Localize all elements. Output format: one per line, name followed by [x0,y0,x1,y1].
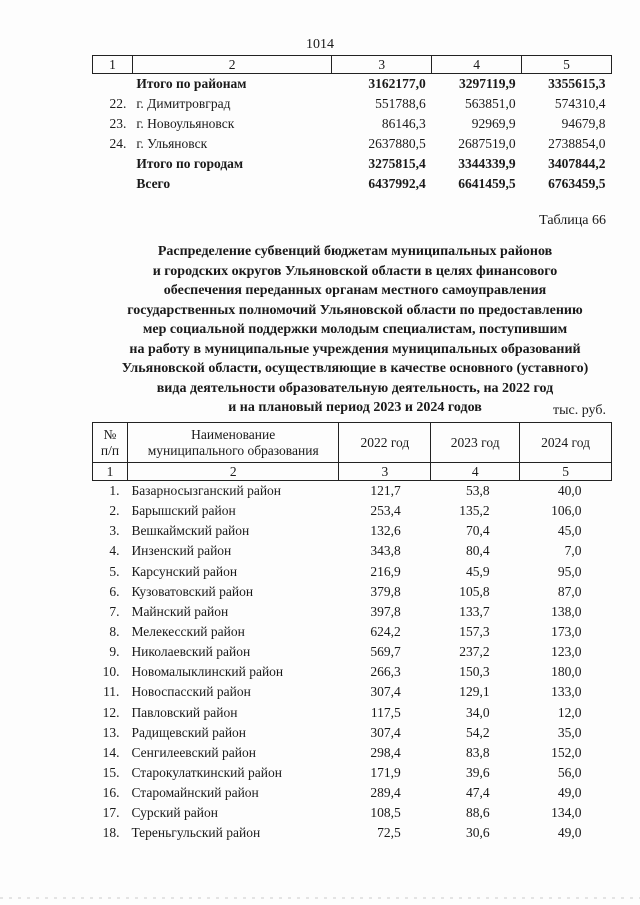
row-name: Всего [136,176,171,191]
row-number [93,174,133,194]
column-number-cell: 2 [132,56,331,74]
table-row [93,541,612,561]
value-2024: 95,0 [557,563,582,579]
header-cell-2022: 2022 год [339,423,431,463]
row-name: Новоспасский район [131,684,251,700]
value-2023: 53,8 [466,483,490,499]
value-2022: 86146,3 [381,116,426,131]
row-number: 17. [102,805,120,821]
title-line: на работу в муниципальные учреждения муниципальных образований [129,341,581,357]
table-row [93,803,612,823]
value-2022: 307,4 [370,684,401,700]
value-2024: 180,0 [551,664,582,680]
row-number: 1. [109,483,120,499]
row-number [93,74,133,95]
value-2024: 87,0 [557,583,582,599]
value-2024: 12,0 [557,704,582,720]
value-2023: 30,6 [466,825,490,841]
row-number: 3. [109,523,120,539]
value-2023: 133,7 [459,603,490,619]
value-2022: 117,5 [370,704,401,720]
row-name: Вешкаймский район [131,523,250,539]
value-2023: 2687519,0 [458,136,516,151]
value-2022: 397,8 [370,603,401,619]
title-line: обеспечения переданных органам местного самоуправления [163,283,547,298]
value-2023: 34,0 [466,704,490,720]
table-row [93,114,612,134]
header-num-line2: п/п [100,442,120,458]
column-number-cell: 4 [432,56,522,74]
value-2023: 135,2 [459,503,490,519]
units-label: тыс. руб. [553,403,606,418]
table-row [93,134,612,154]
value-2023: 88,6 [466,805,490,821]
row-number: 22. [109,96,127,111]
value-2022: 72,5 [377,825,401,841]
row-number: 5. [109,563,120,579]
value-2024: 49,0 [557,785,582,801]
value-2023: 39,6 [466,765,490,781]
value-2023: 80,4 [466,543,490,559]
column-number-cell: 5 [522,56,612,74]
subvention-distribution-table [92,422,612,844]
value-2022: 379,8 [370,583,401,599]
table-row [93,723,612,743]
row-number: 4. [109,543,120,559]
value-2024: 35,0 [557,724,582,740]
value-2022: 2637880,5 [368,136,426,151]
table-row [93,662,612,682]
table-row [93,74,612,95]
title-line: Распределение субвенций бюджетам муниципальных районов [157,244,553,259]
header-cell-name [127,423,339,463]
table-row [93,174,612,194]
row-name: Итого по районам [136,76,247,91]
column-number-row [93,56,612,74]
title-line: Ульяновской области, осуществляющие в качестве основного (уставного) [121,361,589,376]
column-number-cell: 4 [431,463,520,481]
row-name: Инзенский район [131,543,232,559]
column-number-cell: 1 [93,56,133,74]
table-row [93,642,612,662]
value-2022: 624,2 [370,624,401,640]
table-row [93,154,612,174]
value-2022: 307,4 [370,724,401,740]
value-2022: 253,4 [370,503,401,519]
title-line: государственных полномочий Ульяновской области по предоставлению [127,302,583,318]
value-2023: 105,8 [459,583,490,599]
row-number: 9. [109,644,120,660]
row-number: 2. [109,503,120,519]
table-row [93,823,612,843]
row-name: Карсунский район [131,563,238,579]
table-row [93,582,612,602]
value-2024: 3407844,2 [548,156,606,171]
column-number-cell: 1 [93,463,128,481]
table-row [93,481,612,502]
value-2023: 92969,9 [471,116,516,131]
value-2023: 129,1 [459,684,490,700]
header-name-line2: муниципального образования [147,442,319,458]
value-2024: 3355615,3 [548,76,606,91]
row-name: Майнский район [131,603,229,619]
table-row [93,783,612,803]
value-2023: 157,3 [459,624,490,640]
value-2024: 134,0 [551,805,582,821]
value-2022: 108,5 [370,805,401,821]
value-2022: 289,4 [370,785,401,801]
row-number: 16. [102,785,120,801]
row-name: Барышский район [131,503,236,519]
value-2024: 94679,8 [561,116,606,131]
row-name: г. Ульяновск [136,136,208,151]
table-row [93,521,612,541]
scan-artifact [0,897,640,899]
row-name: Новомалыклинский район [131,664,284,680]
row-name: г. Димитровград [136,96,231,111]
value-2023: 83,8 [466,744,490,760]
value-2022: 216,9 [370,563,401,579]
row-name: Сенгилеевский район [131,744,256,760]
value-2024: 106,0 [551,503,582,519]
row-name: Тереньгульский район [131,825,261,841]
value-2023: 150,3 [459,664,490,680]
value-2023: 70,4 [466,523,490,539]
row-number: 10. [102,664,120,680]
header-name-line1: Наименование [191,426,276,442]
value-2022: 3162177,0 [368,76,426,91]
value-2024: 45,0 [557,523,582,539]
value-2022: 121,7 [370,483,401,499]
table-row [93,94,612,114]
value-2024: 56,0 [557,765,582,781]
row-number: 18. [102,825,120,841]
row-name: Сурский район [131,805,218,821]
row-name: Старомайнский район [131,785,259,801]
value-2023: 45,9 [466,563,490,579]
value-2024: 152,0 [551,744,582,760]
column-number-cell: 2 [127,463,339,481]
header-cell-2024: 2024 год [520,423,612,463]
value-2022: 3275815,4 [368,156,426,171]
row-number: 15. [102,765,120,781]
row-number: 8. [109,624,120,640]
value-2023: 237,2 [459,644,490,660]
title-line: вида деятельности образовательную деятельность, на 2022 год [156,380,554,396]
value-2022: 298,4 [370,744,401,760]
row-number: 11. [103,684,120,700]
row-number [93,154,133,174]
page-number: 1014 [306,37,334,52]
table-row [93,763,612,783]
row-name: Кузоватовский район [131,583,254,599]
value-2023: 563851,0 [464,96,516,111]
value-2022: 551788,6 [375,96,426,111]
value-2022: 171,9 [370,765,401,781]
title-line: мер социальной поддержки молодым специалистам, поступившим [142,322,568,337]
column-number-cell: 3 [332,56,432,74]
title-line: и городских округов Ульяновской области в целях финансового [152,263,558,279]
value-2022: 6437992,4 [368,176,426,191]
row-number: 14. [102,744,120,760]
header-num-line1: № [103,426,117,442]
table-row [93,703,612,723]
value-2024: 574310,4 [554,96,606,111]
value-2023: 54,2 [466,724,490,740]
column-number-cell: 5 [520,463,612,481]
column-number-cell: 3 [339,463,431,481]
header-cell-2023: 2023 год [431,423,520,463]
value-2023: 47,4 [466,785,490,801]
row-name: Павловский район [131,704,238,720]
row-number: 6. [109,583,120,599]
continued-totals-table [92,55,612,194]
value-2023: 3297119,9 [458,76,516,91]
table-row [93,682,612,702]
value-2024: 133,0 [551,684,582,700]
value-2022: 343,8 [370,543,401,559]
value-2022: 266,3 [370,664,401,680]
value-2023: 6641459,5 [458,176,516,191]
row-name: г. Новоульяновск [136,116,235,131]
row-name: Мелекесский район [131,624,245,640]
value-2024: 40,0 [557,483,582,499]
table-row [93,562,612,582]
column-number-row [93,463,612,481]
row-name: Старокулаткинский район [131,765,282,781]
value-2024: 6763459,5 [548,176,606,191]
row-number: 7. [109,603,120,619]
value-2024: 49,0 [557,825,582,841]
row-number: 24. [109,136,127,151]
table-row [93,501,612,521]
table-title [95,242,615,418]
table-row [93,622,612,642]
value-2023: 3344339,9 [458,156,516,171]
table-label: Таблица 66 [539,213,606,228]
value-2024: 2738854,0 [548,136,606,151]
value-2024: 138,0 [551,603,582,619]
row-name: Базарносызганский район [131,483,282,499]
row-number: 13. [102,724,120,740]
table-row [93,743,612,763]
value-2024: 7,0 [564,543,582,559]
title-line: и на плановый период 2023 и 2024 годов [228,400,482,415]
row-number: 12. [102,704,120,720]
header-cell-num [93,423,128,463]
row-name: Радищевский район [131,724,247,740]
row-number: 23. [109,116,127,131]
header-row [93,423,612,463]
table-row [93,602,612,622]
value-2024: 173,0 [551,624,582,640]
row-name: Николаевский район [131,644,251,660]
value-2024: 123,0 [551,644,582,660]
row-name: Итого по городам [136,156,244,171]
value-2022: 569,7 [370,644,401,660]
value-2022: 132,6 [370,523,401,539]
